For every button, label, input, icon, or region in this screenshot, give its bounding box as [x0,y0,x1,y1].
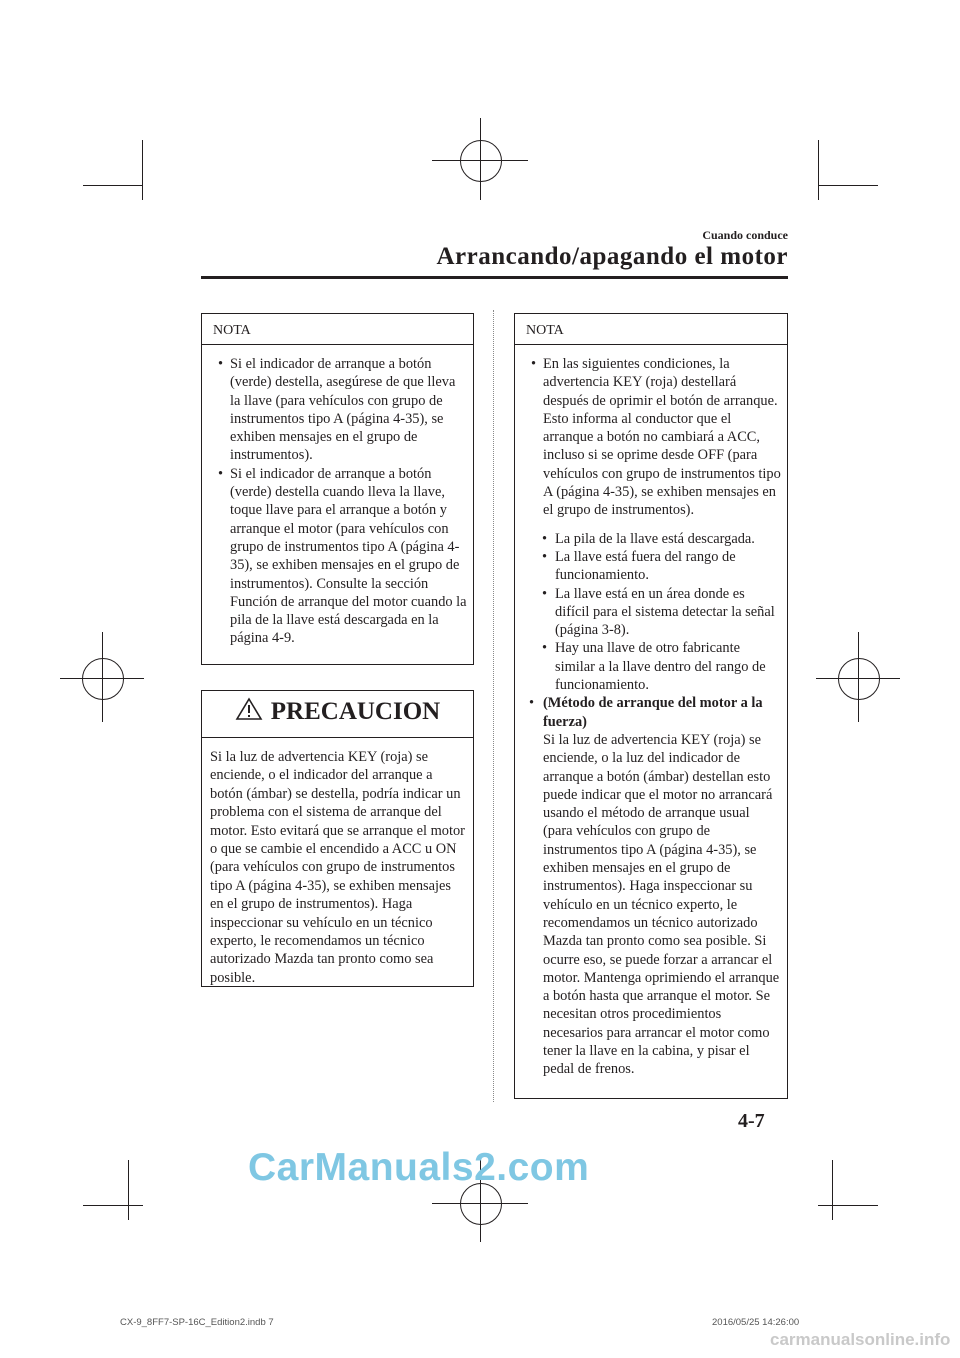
method-title: (Método de arranque del motor a la fuerza) [543,695,763,730]
watermark-online: carmanualsonline.info [770,1330,951,1349]
caution-box [201,690,474,987]
footer-file: CX-9_8FF7-SP-16C_Edition2.indb 7 [120,1317,274,1328]
caution-title [202,691,473,737]
list-item: • La llave está en un área donde es difícil para el sistema detectar la señal (página 3-8). [542,585,775,639]
note-item-2: Si el indicador de arranque a botón (verde) destella cuando lleva la llave, toque llave para el arranque a botón y arranque el motor (para vehículos con grupo de instrumentos tipo A (página 4-35), se exhiben mensajes en el grupo de instrumentos). Consulte la sección Función de arranque del motor cuando la pila de la llave está descargada en la página 4-9. [230,465,467,647]
list-item: • Si el indicador de arranque a botón (verde) destella, asegúrese de que lleva la llave (para vehículos con grupo de instrumentos tipo A (página 4-35), se exhiben mensajes en el grupo de instrumentos). [218,356,456,464]
caution-title-text: PRECAUCION [270,698,441,725]
warning-triangle-icon [235,698,271,725]
section-title: Cuando conduce [702,228,788,242]
header-rule [201,276,788,279]
list-item: • (Método de arranque del motor a la fuerza) Si la luz de advertencia KEY (roja) se enciende, o la luz del indicador de arranque a botón (ámbar) destellan esto puede indicar que el motor no arrancará usando el método de arranque usual (para vehículos con grupo de instrumentos tipo A (página 4-35), se exhiben mensajes en el grupo de instrumentos). Haga inspeccionar su vehículo en un técnico experto, le recomendamos un técnico autorizado Mazda tan pronto como sea posible. Si ocurre eso, se puede forzar a arrancar el motor. Mantenga oprimiendo el arranque a botón hasta que arranque el motor. Se necesitan otros procedimientos necesarios para arrancar el motor como tener la llave en la cabina, y pisar el pedal de frenos. [529,695,780,1078]
list-item: • Si el indicador de arranque a botón (verde) destella cuando lleva la llave, toque llave para el arranque a botón y arranque el motor (para vehículos con grupo de instrumentos tipo A (página 4-35), se exhiben mensajes en el grupo de instrumentos). Consulte la sección Función de arranque del motor cuando la pila de la llave está descargada en la página 4-9. [218,465,467,647]
column-separator [493,310,494,1102]
watermark-carmanuals: CarManuals2.com [248,1146,590,1189]
caution-body: Si la luz de advertencia KEY (roja) se enciende, o el indicador del arranque a botón (ámbar) se destella, podría indicar un problema con el sistema de arranque del motor. Esto evitará que se arranque el motor o que se cambie el encendido a ACC u ON (para vehículos con grupo de instrumentos tipo A (página 4-35), se exhiben mensajes en el grupo de instrumentos). Haga inspeccionar su vehículo en un técnico experto, le recomendamos un técnico autorizado Mazda tan pronto como sea posible. [210,749,465,986]
note-item-1: Si el indicador de arranque a botón (verde) destella, asegúrese de que lleva la llave (para vehículos con grupo de instrumentos tipo A (página 4-35), se exhiben mensajes en el grupo de instrumentos). [230,356,456,464]
note-heading: NOTA [526,323,564,338]
note-box-left [201,313,474,665]
list-item: • Hay una llave de otro fabricante similar a la llave dentro del rango de funcionamiento. [542,640,766,694]
list-item: • La llave está fuera del rango de funcionamiento. [542,548,736,584]
note-list [202,345,473,648]
note-heading: NOTA [213,323,251,338]
note-list [515,345,787,520]
note-intro: En las siguientes condiciones, la advertencia KEY (roja) destellará después de oprimir el botón de arranque. Esto informa al conductor que el arranque a botón no cambiará a ACC, incluso si se oprime desde OFF (para vehículos con grupo de instrumentos tipo A (página 4-35), se exhiben mensajes en el grupo de instrumentos). [543,356,781,519]
page-number: 4-7 [738,1110,765,1132]
note-box-right [514,313,788,1099]
chapter-title: Arrancando/apagando el motor [436,243,788,270]
list-item: • En las siguientes condiciones, la advertencia KEY (roja) destellará después de oprimir el botón de arranque. Esto informa al conductor que el arranque a botón no cambiará a ACC, incluso si se oprime desde OFF (para vehículos con grupo de instrumentos tipo A (página 4-35), se exhiben mensajes en el grupo de instrumentos). [531,356,781,519]
condition-list [515,520,787,695]
method-body: Si la luz de advertencia KEY (roja) se enciende, o la luz del indicador de arranque a botón (ámbar) destellan esto puede indicar que el motor no arrancará usando el método de arranque usual (para vehículos con grupo de instrumentos tipo A (página 4-35), se exhiben mensajes en el grupo de instrumentos). Haga inspeccionar su vehículo en un técnico experto, le recomendamos un técnico autorizado Mazda tan pronto como sea posible. Si ocurre eso, se puede forzar a arrancar el motor. Mantenga oprimiendo el arranque a botón hasta que arranque el motor. Se necesitan otros procedimientos necesarios para arrancar el motor como tener la llave en la cabina, y pisar el pedal de frenos. [543,731,780,1078]
method-list [515,694,787,1078]
list-item: • La pila de la llave está descargada. [542,530,755,547]
footer-timestamp: 2016/05/25 14:26:00 [712,1317,800,1328]
